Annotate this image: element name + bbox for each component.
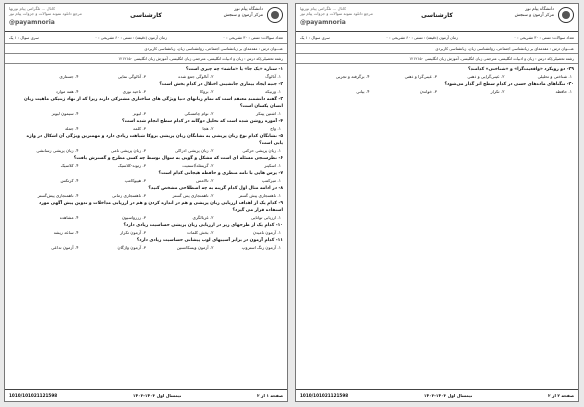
question-options <box>9 214 283 222</box>
option-1: ۱. ورنیکه <box>265 89 281 94</box>
question-options <box>9 192 283 200</box>
question-item <box>9 222 283 237</box>
question-text: ۸- در ادامه مثال اول کدام گزینه به چه اصطلاحی مشخص کنید؟ <box>148 186 283 191</box>
exam-code: 1010/101021121598 <box>9 393 58 398</box>
option-1: ۱. زبان پریشی حرکتی <box>242 148 281 153</box>
channel-watermark: کانال ... تلگرامی پیام نوریها مرجع دانلود نمونه سوالات و جزوات پیام نور <box>9 6 82 16</box>
option-2: ۲. تکرار <box>490 89 505 94</box>
option-1: ۱. میرکمپ <box>261 178 281 183</box>
option-2: ۲. آنالوگی جمع شده <box>178 74 214 79</box>
question-text: ۹- کدام یک از اهداف ارزیابی زبان پریشی و هم در اندازه کردن و هم در ارزیابی مداخلات و تدوین پیش آگهی مورد <box>38 201 283 206</box>
degree-title: کارشناسی <box>130 12 162 19</box>
option-2: ۲. عینی‌گرایی و ذهنی <box>467 74 505 79</box>
option-1: ۱. ناهمنجاری پیش گستر <box>238 193 281 198</box>
option-2: ۲. آزمون ویسکانسین <box>176 245 214 250</box>
course-title: عنـــوان درس : مقدمه‌ای بر زبانشناسی اجتماعی، روانشناسی زبان، زبانشناسی کاربردی <box>296 44 578 54</box>
option-4: ۴. جمله <box>64 126 79 131</box>
option-1: ۱. واج <box>270 126 281 131</box>
option-3: ۳. آنالوگی نمایی <box>117 74 146 79</box>
question-options <box>9 125 283 133</box>
option-4: ۴. ناهمنجاری پیش‌گستر <box>37 193 79 198</box>
page-header <box>296 4 578 32</box>
question-options <box>9 229 283 237</box>
question-options <box>9 244 283 252</box>
question-options <box>9 110 283 118</box>
option-4: ۴. جستاری <box>59 74 79 79</box>
question-text: ۳- گفته دانشمند معتقد است که تمام زبانهای دنیا ویژگی های ساختاری مشترکی دارند زیرا که از نهاد ژنتیکی ماهیت زبان <box>23 97 283 102</box>
channel-watermark: کانال ... تلگرامی پیام نوریها مرجع دانلود نمونه سوالات و جزوات پیام نور <box>300 6 373 16</box>
question-item <box>9 81 283 96</box>
exam-time: زمان آزمون (دقیقه) : تستی : ۶۰ تشریحی : ۰ <box>94 35 167 40</box>
option-4: ۴. کلاسیک <box>60 163 79 168</box>
option-4: ۴. زبان پریشی رسانشی <box>36 148 79 153</box>
question-text-continued: یابی است؟ <box>259 141 283 146</box>
question-item <box>9 155 283 170</box>
question-item <box>9 66 283 81</box>
option-2: ۲. نوام چامسکی <box>184 111 214 116</box>
question-text: ۲- جنبه ایجاد بیماری جانشینی اختلال در کدام بخش است؟ <box>159 82 283 87</box>
question-options <box>9 162 283 170</box>
option-2: ۲. بروکا <box>199 89 214 94</box>
question-options <box>9 147 283 155</box>
option-2: ۲. غربالگری <box>192 215 214 220</box>
page-number: صفحه ۲ از ۲ <box>548 393 574 398</box>
page-header <box>5 4 287 32</box>
question-text: ۱۱- کدام آزمون در برابر آسیبهای لوب پیشانی حساسیت زیادی دارد؟ <box>136 238 283 243</box>
option-2: ۲. بخش کلمات <box>187 230 214 235</box>
channel-handle: @payamnoria <box>9 19 55 26</box>
option-3: ۳. کلمه <box>133 126 146 131</box>
question-item <box>9 118 283 133</box>
question-text: ۶- نظرسنجی مسئله ای است که مشکل و گویی به سوال توسط چه کسی مطرح و گسترش یافت؟ <box>73 156 283 161</box>
option-1: ۱. اسکینر <box>264 163 281 168</box>
option-1: ۱. حافظه <box>555 89 572 94</box>
question-item <box>9 185 283 200</box>
question-item <box>300 66 574 81</box>
option-4: ۴. همه موارد <box>55 89 79 94</box>
question-list <box>296 64 578 96</box>
option-3: ۳. آزمون واژگان <box>117 245 146 250</box>
question-count: تعداد سوالات: تستی : ۳۰ تشریحی : ۰ <box>514 35 574 40</box>
term-label: نیمسال اول ۱۴۰۳-۱۴۰۲ <box>132 393 182 398</box>
exam-page-2 <box>295 3 579 402</box>
question-options <box>9 73 283 81</box>
question-text: ۲۹- دو رویکرد «واقعیت‌گرا» و «شناختی» کدامند؟ <box>467 67 574 72</box>
exam-page-1 <box>4 3 288 402</box>
option-4: ۴. آزمون تداعی <box>51 245 79 250</box>
option-3: ۳. رتوند-کلاسیک <box>117 163 146 168</box>
exam-info-row <box>5 32 287 44</box>
option-2: ۲. گرینفلد/اسمیت <box>182 163 214 168</box>
option-4: ۴. کرتکس <box>60 178 79 183</box>
question-options <box>300 73 574 81</box>
channel-handle: @payamnoria <box>300 19 346 26</box>
option-3: ۳. هیپوکامپ <box>124 178 146 183</box>
question-item <box>9 96 283 118</box>
page-footer <box>5 389 287 401</box>
option-1: ۱. آنالوگ <box>265 74 281 79</box>
option-3: ۳. زبان پریشی نامی <box>110 148 146 153</box>
option-2: ۲. هجا <box>202 126 214 131</box>
question-item <box>9 200 283 222</box>
option-4: ۴. ساعد ریشه <box>53 230 79 235</box>
option-1: ۱. اشتین پینکر <box>256 111 281 116</box>
option-2: ۲. ناهمنجاری پس گستر <box>172 193 214 198</box>
field-code: رشته تحصیلی/کد درس : زبان و ادبیات انگلیسی، مترجمی زبان انگلیسی، آموزش زبان انگلیسی ۱۲۱۲۱۵۰ <box>5 54 287 64</box>
question-text-continued: انسان یکسان است؟ <box>239 104 283 109</box>
exam-time: زمان آزمون (دقیقه) : تستی : ۶۰ تشریحی : ۰ <box>385 35 458 40</box>
question-text: ۵- نشانگان کدام نوع زبان پریشی به نشانگان زبان پریشی بروکا شباهت زیادی دارد و مهمترین ویژگی آن اشکال در واژه <box>26 134 283 139</box>
option-2: ۲. زبان پریشی ادراکی <box>174 148 214 153</box>
option-1: ۱. ارزیابی توانایی <box>250 215 281 220</box>
university-name: دانشگاه پیام نور مرکز آزمون و سنجش <box>223 7 263 18</box>
question-options <box>300 88 574 96</box>
question-text-continued: استفاده قرار می گیرد؟ <box>232 208 283 213</box>
option-4: ۴. بیانی <box>356 89 370 94</box>
question-text: ۴- آموزه روشن شده است که تحلیل دوگانه در کدام سطح انجام شده است؟ <box>122 119 283 124</box>
page-number: صفحه ۱ از ۲ <box>257 393 283 398</box>
exam-code: 1010/101021121598 <box>300 393 349 398</box>
question-item <box>9 170 283 185</box>
field-code: رشته تحصیلی/کد درس : زبان و ادبیات انگلیسی، مترجمی زبان انگلیسی، آموزش زبان انگلیسی ۱۲۱۲۱۵۰ <box>296 54 578 64</box>
question-list <box>5 64 287 252</box>
option-2: ۲. تالامس <box>196 178 214 183</box>
option-3: ۳. عینی‌گرا و ذهنی <box>404 74 437 79</box>
exam-info-row <box>296 32 578 44</box>
page-footer <box>296 389 578 401</box>
question-item <box>9 237 283 252</box>
option-1: ۱. شناختی و تحلیلی <box>537 74 572 79</box>
option-3: ۳. لیونز <box>132 111 146 116</box>
option-4: ۴. برگرفته و تجربی <box>335 74 370 79</box>
university-name: دانشگاه پیام نور مرکز آزمون و سنجش <box>514 7 554 18</box>
option-1: ۱. آزمون نامیدن <box>252 230 281 235</box>
question-count: تعداد سوالات: تستی : ۳۰ تشریحی : ۰ <box>223 35 283 40</box>
question-text: ۳۰- تنگناهای ماده‌های حسی در کدام سطح اثر گذار می‌شود؟ <box>444 82 574 87</box>
question-text: ۱۰- کدام یک از طرحهای زیر در ارزیابی زبان پریشی حساسیت زیادی دارد؟ <box>123 223 283 228</box>
question-options <box>9 88 283 96</box>
option-3: ۳. ناهمنجاری زمانی <box>111 193 146 198</box>
option-3: ۳. رزرواسیون <box>121 215 146 220</box>
question-text: ۱- ستاره «یک جا» یا «ماشه» چه چیزی است؟ <box>185 67 283 72</box>
option-1: ۱. آزمون رنگ استروپ <box>241 245 281 250</box>
option-3: ۳. آزمون تکرار <box>120 230 146 235</box>
option-3: ۳. خواندن <box>419 89 437 94</box>
question-item <box>300 81 574 96</box>
question-options <box>9 177 283 185</box>
term-label: نیمسال اول ۱۴۰۳-۱۴۰۲ <box>423 393 473 398</box>
question-item <box>9 133 283 155</box>
option-4: ۴. مشاهده <box>59 215 79 220</box>
question-series: سری سوال : ۱ یک <box>300 35 330 40</box>
course-title: عنـــوان درس : مقدمه‌ای بر زبانشناسی اجتماعی، روانشناسی زبان، زبانشناسی کاربردی <box>5 44 287 54</box>
option-3: ۳. ناحیه نوری <box>122 89 146 94</box>
question-text: ۷- پرس هایی با نامه منظری و حافظه هیجانی کدام است؟ <box>158 171 283 176</box>
question-series: سری سوال : ۱ یک <box>9 35 39 40</box>
option-4: ۴. سیمون لیونز <box>51 111 79 116</box>
degree-title: کارشناسی <box>421 12 453 19</box>
